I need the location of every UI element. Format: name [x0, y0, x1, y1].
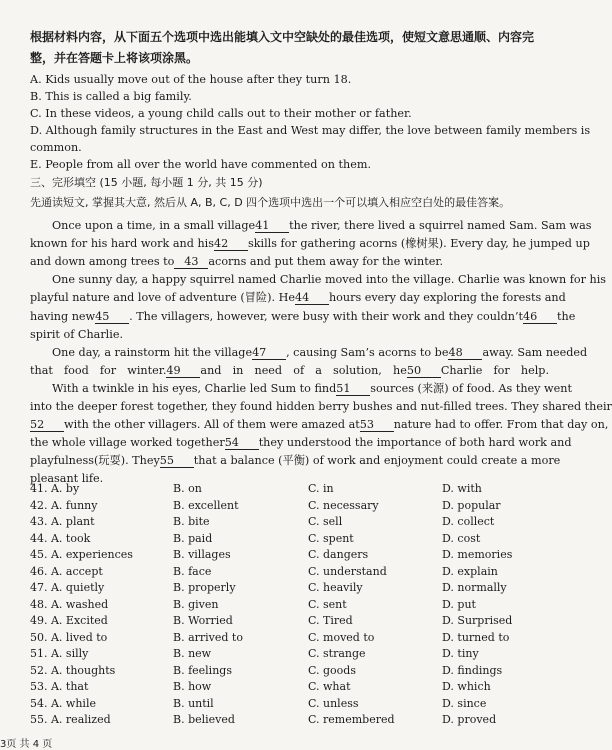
- option-line: D. Although family structures in the East and West may differ, the love between family members is: [30, 124, 591, 137]
- passage-text: Once upon a time, in a small village: [52, 219, 256, 232]
- option-row: [30, 581, 550, 598]
- option-choice: D. since: [442, 696, 487, 710]
- option-choice: 49. A. Excited: [30, 614, 108, 627]
- option-row: [30, 664, 550, 681]
- passage-line: [30, 327, 549, 342]
- option-choice: 50. A. lived to: [30, 630, 108, 644]
- blank-44: 44: [295, 292, 329, 305]
- option-choice: 53. A. that: [30, 680, 89, 693]
- option-choice: 46. A. accept: [30, 564, 103, 578]
- section-instruction-line-2: 整，并在答题卡上将该项涂黑。: [30, 51, 199, 65]
- blank-41: 41: [255, 220, 289, 233]
- passage-line: [30, 435, 572, 450]
- option-choice: C. Tired: [308, 614, 353, 627]
- passage-text: that a balance (平衡) of work and enjoyment could create a more: [193, 454, 561, 467]
- option-choice: C. spent: [308, 531, 354, 545]
- option-choice: D. turned to: [442, 630, 510, 644]
- passage-text: and down among trees to: [30, 255, 175, 268]
- option-choice: D. popular: [442, 498, 501, 512]
- passage-text: that food for winter.: [30, 364, 167, 377]
- option-choice: B. Worried: [173, 614, 233, 627]
- option-choice: B. feelings: [173, 663, 232, 677]
- passage-text: acorns and put them away for the winter.: [208, 255, 444, 268]
- blank-45: 45: [95, 311, 129, 324]
- passage-text: With a twinkle in his eyes, Charlie led Sum to find: [52, 382, 337, 395]
- page-footer: 3页 共 4 页: [0, 739, 53, 750]
- option-row: [30, 548, 550, 565]
- option-row: [30, 499, 550, 516]
- option-choice: C. in: [308, 482, 334, 495]
- passage-line: [30, 453, 561, 468]
- option-choice: D. collect: [442, 515, 495, 528]
- option-choice: D. with: [442, 482, 482, 495]
- option-choice: D. which: [442, 680, 491, 693]
- passage-line: [30, 309, 576, 324]
- option-line: A. Kids usually move out of the house after they turn 18.: [30, 73, 352, 86]
- passage-text: away. Sam needed: [482, 346, 588, 359]
- blank-48: 48: [448, 347, 482, 360]
- section-instruction-line-1: 根据材料内容，从下面五个选项中选出能填入文中空缺处的最佳选项，使短文意思通顺、内容完: [30, 30, 535, 44]
- passage-line: [30, 254, 549, 269]
- option-choice: C. remembered: [308, 713, 395, 726]
- option-choice: D. put: [442, 597, 476, 611]
- option-choice: D. proved: [442, 713, 497, 726]
- option-choice: C. unless: [308, 696, 359, 710]
- passage-text: , causing Sam’s acorns to be: [286, 346, 449, 359]
- option-choice: 43. A. plant: [30, 515, 95, 528]
- option-row: [30, 713, 550, 730]
- passage-line: [30, 236, 590, 251]
- passage-text: and in need of a solution, he: [200, 364, 407, 377]
- passage-line: [30, 363, 549, 378]
- option-row: [30, 614, 550, 631]
- passage-line: [30, 218, 592, 233]
- option-choice: B. bite: [173, 515, 210, 528]
- passage-line: [30, 272, 607, 287]
- passage-text: the whole village worked together: [30, 436, 225, 449]
- option-choice: 55. A. realized: [30, 713, 111, 726]
- option-choice: 51. A. silly: [30, 647, 89, 660]
- blank-47: 47: [252, 347, 286, 360]
- passage-text: Charlie for help.: [440, 364, 549, 377]
- passage-text: they understood the importance of both hard work and: [258, 436, 572, 449]
- blank-51: 51: [336, 383, 370, 396]
- option-choice: C. heavily: [308, 581, 363, 594]
- option-choice: C. sell: [308, 515, 343, 528]
- blank-54: 54: [225, 437, 259, 450]
- passage-text: having new: [30, 310, 96, 323]
- passage-line: [30, 381, 572, 396]
- cloze-header: 三、完形填空 (15 小题, 每小题 1 分, 共 15 分): [30, 176, 263, 189]
- cloze-instruction: 先通读短文, 掌握其大意, 然后从 A, B, C, D 四个选项中选出一个可以填入相应空白处的最佳答案。: [30, 196, 511, 209]
- option-row: [30, 565, 550, 582]
- option-row: [30, 598, 550, 615]
- option-row: [30, 482, 550, 499]
- option-choice: D. cost: [442, 531, 481, 545]
- option-choice: 47. A. quietly: [30, 581, 105, 594]
- option-row: [30, 647, 550, 664]
- passage-text: pleasant life.: [30, 472, 104, 485]
- option-choice: B. believed: [173, 713, 235, 726]
- option-row: [30, 697, 550, 714]
- blank-43: 43: [174, 256, 208, 269]
- passage-text: One sunny day, a happy squirrel named Charlie moved into the village. Charlie was known for his: [52, 273, 607, 286]
- option-choice: C. moved to: [308, 630, 375, 644]
- option-choice: B. on: [173, 482, 202, 495]
- option-choice: B. excellent: [173, 498, 239, 512]
- option-choice: B. new: [173, 647, 212, 660]
- option-choice: C. understand: [308, 564, 387, 578]
- option-choice: 42. A. funny: [30, 498, 98, 512]
- passage-line: [30, 399, 612, 414]
- passage-text: known for his hard work and his: [30, 237, 214, 250]
- option-line: C. In these videos, a young child calls out to their mother or father.: [30, 107, 412, 120]
- passage-text: the: [557, 310, 576, 323]
- option-choice: B. given: [173, 597, 219, 611]
- cloze-options-table: [30, 482, 550, 730]
- option-choice: D. explain: [442, 564, 498, 578]
- option-choice: C. necessary: [308, 498, 379, 512]
- blank-53: 53: [360, 419, 394, 432]
- passage-text: nature had to offer. From that day on,: [393, 418, 609, 431]
- passage-line: [30, 290, 566, 305]
- option-choice: D. memories: [442, 548, 513, 561]
- passage-text: sources (来源) of food. As they went: [370, 382, 572, 395]
- option-choice: C. goods: [308, 663, 356, 677]
- option-choice: C. strange: [308, 647, 366, 660]
- blank-49: 49: [166, 365, 200, 378]
- option-choice: 52. A. thoughts: [30, 663, 116, 677]
- blank-50: 50: [407, 365, 441, 378]
- option-choice: C. sent: [308, 597, 347, 611]
- option-row: [30, 515, 550, 532]
- option-choice: B. arrived to: [173, 630, 243, 644]
- blank-46: 46: [523, 311, 557, 324]
- option-choice: B. villages: [173, 548, 231, 561]
- option-row: [30, 631, 550, 648]
- option-choice: B. how: [173, 680, 212, 693]
- option-choice: C. what: [308, 680, 351, 693]
- passage-text: . The villagers, however, were busy with their work and they couldn’t: [129, 310, 523, 323]
- passage-line: [30, 345, 588, 360]
- passage-text: spirit of Charlie.: [30, 328, 124, 341]
- option-choice: B. until: [173, 696, 214, 710]
- option-line: common.: [30, 141, 82, 154]
- option-choice: B. paid: [173, 531, 213, 545]
- option-choice: D. findings: [442, 663, 503, 677]
- option-choice: D. tiny: [442, 647, 479, 660]
- option-row: [30, 680, 550, 697]
- option-choice: B. face: [173, 564, 212, 578]
- option-choice: 45. A. experiences: [30, 548, 133, 561]
- option-line: B. This is called a big family.: [30, 90, 192, 103]
- passage-text: the river, there lived a squirrel named Sam. Sam was: [289, 219, 592, 232]
- option-choice: 54. A. while: [30, 696, 96, 710]
- passage-text: with the other villagers. All of them were amazed at: [64, 418, 360, 431]
- blank-42: 42: [214, 238, 248, 251]
- option-choice: D. normally: [442, 581, 507, 594]
- option-row: [30, 532, 550, 549]
- blank-52: 52: [30, 419, 64, 432]
- option-line: E. People from all over the world have commented on them.: [30, 158, 371, 171]
- option-choice: B. properly: [173, 581, 236, 594]
- passage-text: playful nature and love of adventure (冒险). He: [30, 291, 295, 304]
- passage-line: [30, 417, 609, 432]
- option-choice: C. dangers: [308, 548, 369, 561]
- option-choice: 41. A. by: [30, 482, 80, 495]
- passage-text: skills for gathering acorns (橡树果). Every day, he jumped up: [247, 237, 590, 250]
- passage-text: into the deeper forest together, they found hidden berry bushes and nut-filled trees. They shared their: [30, 400, 612, 413]
- passage-text: playfulness(玩耍). They: [30, 454, 160, 467]
- passage-text: One day, a rainstorm hit the village: [52, 346, 253, 359]
- option-choice: 48. A. washed: [30, 597, 109, 611]
- option-choice: D. Surprised: [442, 614, 513, 627]
- option-choice: 44. A. took: [30, 531, 91, 545]
- blank-55: 55: [160, 455, 194, 468]
- passage-text: hours every day exploring the forests and: [328, 291, 566, 304]
